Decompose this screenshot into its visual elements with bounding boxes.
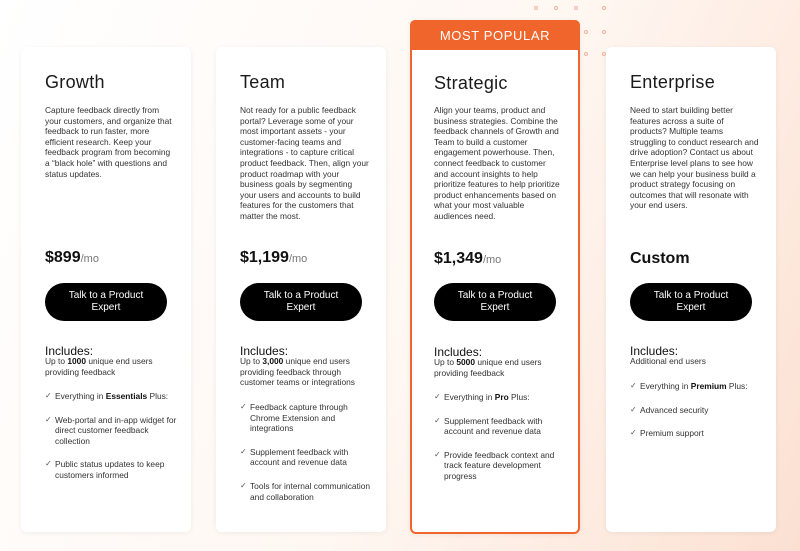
includes-label: Includes: — [630, 344, 679, 358]
feature-item: ✓ Tools for internal communication and collaboration — [240, 480, 371, 502]
user-limit: Up to 5000 unique end users providing feedback — [434, 357, 542, 378]
user-limit: Up to 1000 unique end users providing feedback — [45, 356, 153, 377]
check-icon: ✓ — [434, 449, 441, 459]
user-limit: Additional end users — [630, 356, 706, 366]
feature-item: ✓ Supplement feedback with account and revenue data — [434, 415, 543, 437]
plan-description: Align your teams, product and business strategies. Combine the feedback channels of Growth and Team to build a customer engagement powerhouse. Then, connect feedback to customer and account insights to help prioritize features to help prioritize product enhancements based on what your most valuable audiences need. — [434, 105, 560, 221]
plan-title: Strategic — [434, 73, 508, 93]
feature-item: ✓ Provide feedback context and track feature development progress — [434, 449, 555, 481]
feature-item: ✓ Premium support — [630, 428, 704, 439]
feature-item: ✓ Supplement feedback with account and revenue data — [240, 446, 349, 468]
feature-item: ✓ Everything in Pro Plus: — [434, 392, 530, 402]
feature-list — [240, 402, 376, 515]
plan-description: Need to start building better features across a suite of products? Multiple teams struggling to conduct research and drive adoption? Contact us about Enterprise level plans to see how we can help your business build a product strategy focusing on outcomes that will resonate with your end users. — [630, 105, 759, 211]
check-icon: ✓ — [630, 428, 637, 438]
feature-item: ✓ Web-portal and in-app widget for direct customer feedback collection — [45, 414, 177, 446]
most-popular-badge: MOST POPULAR — [410, 20, 580, 50]
check-icon: ✓ — [45, 414, 52, 424]
feature-item: ✓ Feedback capture through Chrome Extension and integrations — [240, 402, 348, 434]
includes-label: Includes: — [434, 345, 483, 359]
plan-description: Not ready for a public feedback portal? Leverage some of your most important assets - your customer-facing teams and integrations - to capture critical product feedback. Then, align your product roadmap with your business goals by segmenting your users and accounts to build features for the customers that matter the most. — [240, 105, 369, 221]
plan-price: $899/mo — [45, 249, 99, 266]
plan-title: Growth — [45, 72, 105, 92]
check-icon: ✓ — [240, 402, 247, 411]
plan-card-enterprise — [606, 47, 776, 532]
plan-description: Capture feedback directly from your customers, and organize that feedback to run faster, more efficient research. Keep your feedback program from becoming a “black hole” with questions and status updates. — [45, 105, 172, 179]
plan-card-strategic — [410, 20, 580, 534]
feature-item: ✓ Public status updates to keep customers informed — [45, 459, 165, 480]
talk-to-expert-button[interactable]: Talk to a Product Expert — [240, 283, 362, 321]
feature-list — [434, 392, 568, 495]
check-icon: ✓ — [240, 480, 247, 490]
plan-card-team — [216, 47, 386, 532]
talk-to-expert-button[interactable]: Talk to a Product Expert — [45, 283, 167, 321]
check-icon: ✓ — [45, 459, 52, 469]
includes-label: Includes: — [240, 344, 289, 358]
feature-item: ✓ Everything in Premium Plus: — [630, 381, 748, 391]
check-icon: ✓ — [434, 392, 441, 401]
plan-price: $1,199/mo — [240, 249, 308, 266]
check-icon: ✓ — [240, 446, 247, 456]
includes-label: Includes: — [45, 344, 94, 358]
plan-title: Enterprise — [630, 72, 716, 92]
user-limit: Up to 3,000 unique end users providing feedback through customer teams or integrations — [240, 356, 355, 388]
check-icon: ✓ — [45, 391, 52, 400]
plan-price: Custom — [630, 250, 690, 267]
plan-price: $1,349/mo — [434, 250, 502, 267]
check-icon: ✓ — [434, 415, 441, 425]
feature-item: ✓ Advanced security — [630, 404, 709, 415]
feature-list — [45, 391, 181, 494]
plan-title: Team — [240, 72, 286, 92]
talk-to-expert-button[interactable]: Talk to a Product Expert — [630, 283, 752, 321]
talk-to-expert-button[interactable]: Talk to a Product Expert — [434, 283, 556, 321]
feature-item: ✓ Everything in Essentials Plus: — [45, 391, 169, 401]
plan-card-growth — [21, 47, 191, 532]
feature-list — [630, 381, 766, 452]
check-icon: ✓ — [630, 381, 637, 390]
check-icon: ✓ — [630, 404, 637, 414]
